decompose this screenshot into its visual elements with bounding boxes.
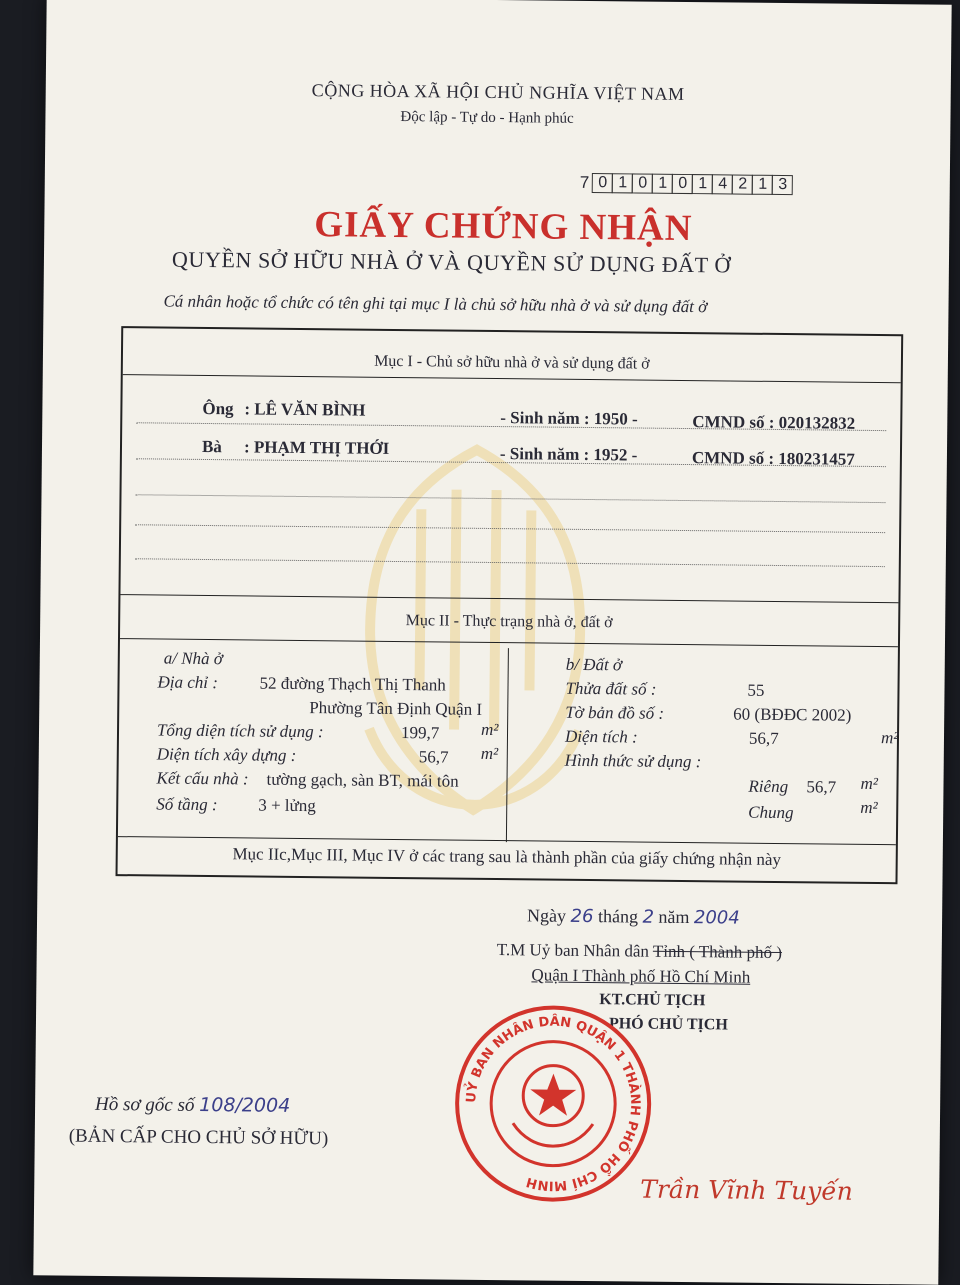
seal-text: UỶ BAN NHÂN DÂN QUẬN 1 THÀNH PHỐ HỒ CHÍ MINH [464,1014,643,1193]
committee-line: T.M Uỷ ban Nhân dân Tỉnh ( Thành phố ) [496,940,783,963]
serial-number [580,173,794,195]
section-footer-note: Mục IIc,Mục III, Mục IV ở các trang sau là thành phần của giấy chứng nhận này [232,844,782,870]
unit: m² [480,743,499,764]
plot-value: 55 [747,680,765,700]
floors-label: Số tầng : [156,794,218,815]
unit: m² [880,728,899,748]
serial-lead: 7 [579,172,590,192]
month-handwritten: 2 [642,906,655,928]
dotted-line [135,558,885,567]
owner-2-name: : PHẠM THỊ THỚI [243,437,390,458]
district-name: Quận I Thành phố Hồ Chí Minh [531,965,751,987]
archive-number-handwritten: 108/2004 [199,1093,291,1117]
serial-digit: 1 [612,173,633,193]
serial-digit: 1 [752,175,773,195]
day-handwritten: 26 [570,905,594,928]
section-1-heading: Mục I - Chủ sở hữu nhà ở và sử dụng đất ở [374,352,650,373]
signature: Trần Vĩnh Tuyến [640,1174,853,1206]
land-area-label: Diện tích : [564,726,638,747]
copy-note: (BẢN CẤP CHO CHỦ SỞ HỮU) [68,1125,329,1150]
owner-1-id: CMND số : 020132832 [692,412,856,433]
dotted-line [135,494,885,503]
dotted-line [135,524,885,533]
unit: m² [860,773,878,794]
land-label: b/ Đất ở [565,654,623,675]
serial-digit: 1 [652,174,673,194]
land-area-value: 56,7 [748,728,779,749]
private-value: 56,7 [806,777,837,797]
usage-label: Hình thức sử dụng : [564,750,702,772]
structure-label: Kết cấu nhà : [156,768,249,789]
certificate-page [33,0,951,1285]
owner-1-name: : LÊ VĂN BÌNH [244,399,366,420]
national-motto: Độc lập - Tự do - Hạnh phúc [400,109,574,127]
section-2-heading: Mục II - Thực trạng nhà ở, đất ở [405,612,613,632]
floors-value: 3 + lửng [258,795,316,816]
shared-label: Chung [748,802,794,823]
serial-digit: 0 [632,173,653,193]
structure-value: tường gạch, sàn BT, mái tôn [266,769,459,791]
built-area-label: Diện tích xây dựng : [156,744,297,765]
total-area-value: 199,7 [400,723,440,743]
address-line-1: 52 đường Thạch Thị Thanh [259,673,446,695]
address-line-2: Phường Tân Định Quận I [309,698,483,719]
unit: m² [860,797,878,818]
map-label: Tờ bản đồ số : [565,702,665,723]
divider [120,594,898,603]
column-divider [506,648,509,842]
serial-digit: 4 [712,174,733,194]
serial-digit: 2 [732,174,753,194]
serial-digit: 1 [692,174,713,194]
vice-chairman: PHÓ CHỦ TỊCH [608,1015,728,1034]
total-area-label: Tổng diện tích sử dụng : [156,720,324,742]
divider [120,638,898,647]
issue-date: Ngày 26 tháng 2 năm 2004 [527,905,740,929]
official-seal-icon [452,1003,654,1205]
owner-2-birth: - Sinh năm : 1952 - [499,444,638,465]
certificate-subtitle: QUYỀN SỞ HỮU NHÀ Ở VÀ QUYỀN SỬ DỤNG ĐẤT Ở [171,246,732,278]
owner-2-prefix: Bà [201,436,222,457]
kt-chairman: KT.CHỦ TỊCH [599,991,706,1010]
serial-digit: 0 [592,173,613,193]
divider [123,374,901,383]
nation-title: CỘNG HÒA XÃ HỘI CHỦ NGHĨA VIỆT NAM [311,80,685,104]
plot-label: Thửa đất số : [565,678,657,699]
owner-1-prefix: Ông [202,398,234,419]
unit: m² [480,719,499,740]
serial-digit: 3 [772,175,793,195]
certificate-title: GIẤY CHỨNG NHẬN [314,204,693,250]
serial-digit: 0 [672,174,693,194]
address-label: Địa chỉ : [157,672,219,693]
private-label: Riêng [748,776,789,797]
house-label: a/ Nhà ở [163,648,224,669]
certificate-table [116,326,904,884]
owner-2-id: CMND số : 180231457 [691,448,855,469]
map-value: 60 (BĐĐC 2002) [733,704,852,725]
archive-number: Hồ sơ gốc số 108/2004 [95,1093,291,1117]
built-area-value: 56,7 [418,747,449,767]
owner-1-birth: - Sinh năm : 1950 - [500,408,638,429]
certificate-intro: Cá nhân hoặc tổ chức có tên ghi tại mục I là chủ sở hữu nhà ở và sử dụng đất ở [163,291,708,317]
struck-text: Tỉnh ( Thành phố ) [652,941,783,963]
year-handwritten: 2004 [693,907,740,929]
